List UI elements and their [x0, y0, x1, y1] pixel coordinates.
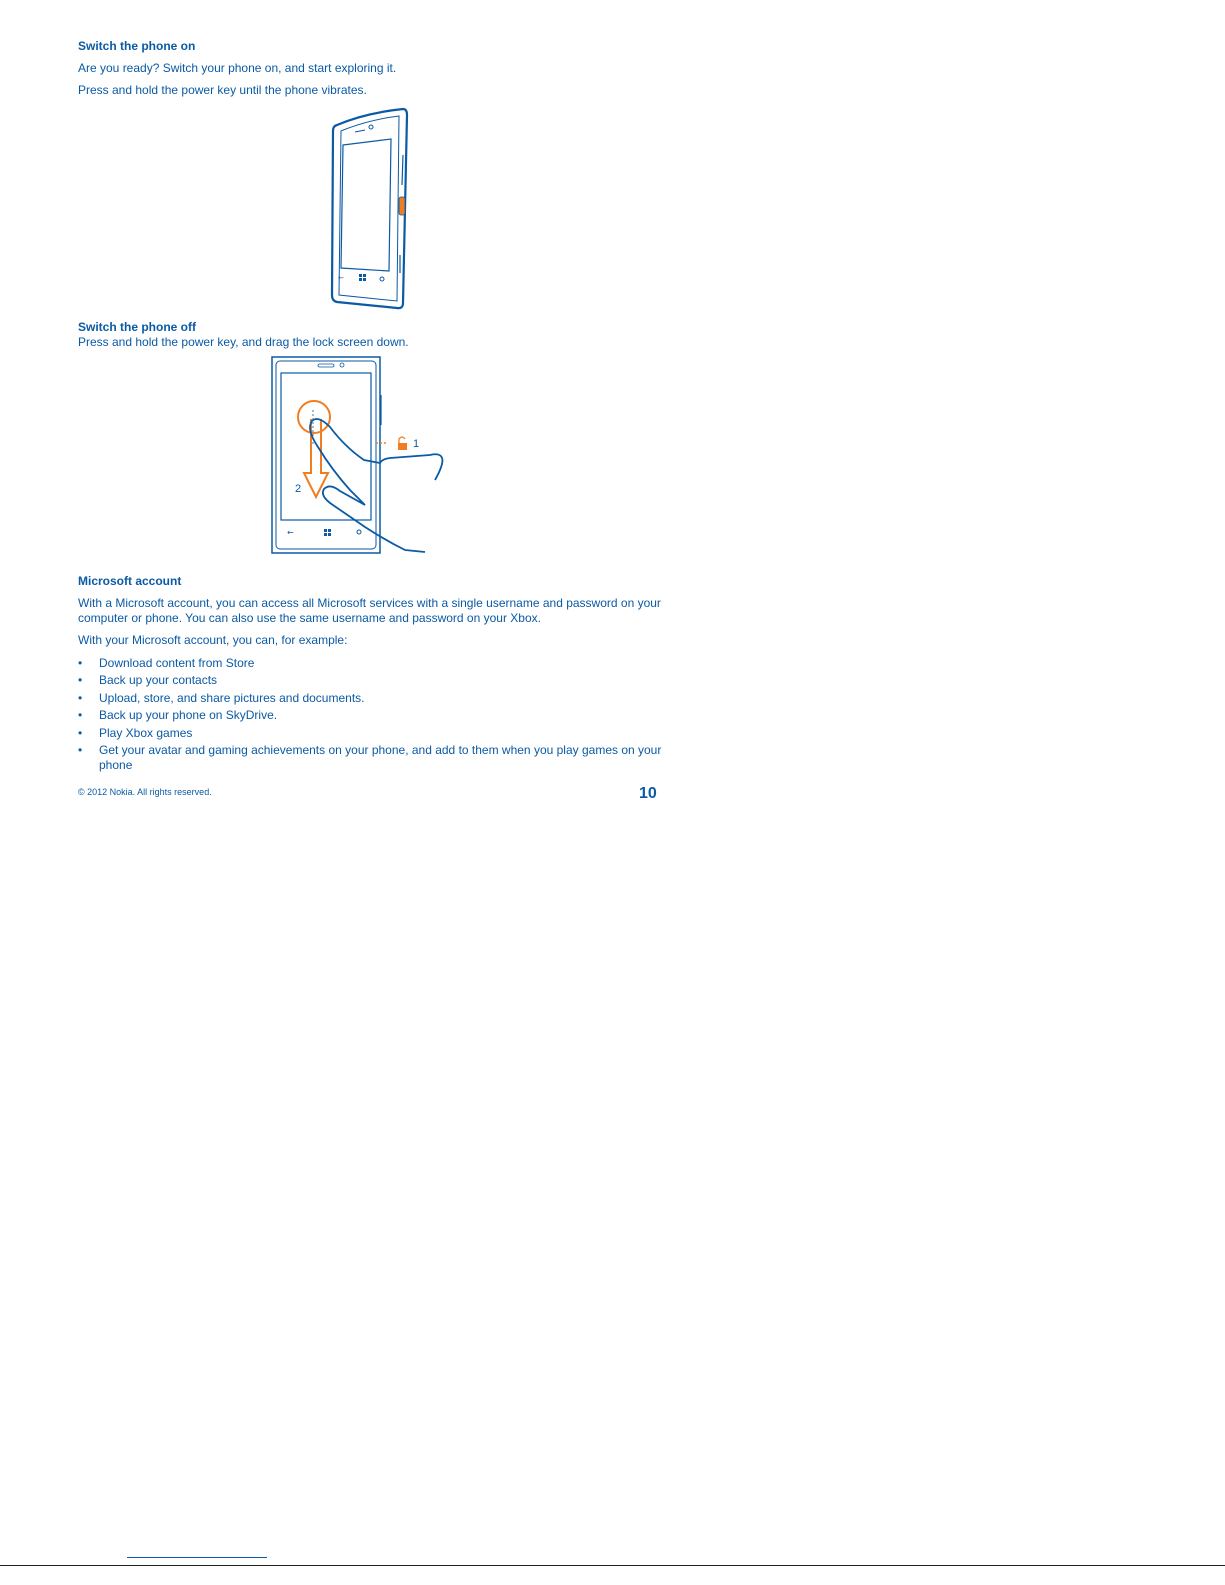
list-item	[78, 743, 668, 773]
bottom-link-underline	[127, 1557, 267, 1558]
bullet-icon: •	[78, 656, 83, 670]
switch-on-instruction: Press and hold the power key until the phone vibrates.	[78, 83, 367, 97]
bottom-divider	[0, 1565, 1225, 1566]
switch-on-intro: Are you ready? Switch your phone on, and start exploring it.	[78, 61, 397, 75]
switch-off-instruction: Press and hold the power key, and drag the lock screen down.	[78, 335, 409, 349]
list-item	[78, 691, 668, 706]
copyright-notice: © 2012 Nokia. All rights reserved.	[78, 787, 212, 797]
bullet-icon: •	[78, 725, 83, 740]
phone-power-on-illustration	[325, 105, 415, 315]
step-label-1: 1	[413, 438, 420, 450]
list-item-text: Back up your phone on SkyDrive.	[99, 708, 278, 723]
microsoft-account-feature-list	[78, 656, 668, 775]
list-item-text: Upload, store, and share pictures and documents.	[99, 690, 365, 705]
svg-text:←: ←	[287, 528, 294, 537]
section-heading-switch-off: Switch the phone off	[78, 320, 196, 334]
bullet-icon: •	[78, 708, 83, 723]
list-item	[78, 656, 668, 671]
bullet-icon: •	[78, 673, 83, 688]
step-label-2: 2	[295, 483, 302, 495]
bullet-icon: •	[78, 690, 83, 705]
bullet-icon: •	[78, 742, 83, 757]
section-heading-microsoft-account: Microsoft account	[78, 574, 182, 588]
list-item	[78, 673, 668, 688]
list-item-text: Back up your contacts	[99, 673, 218, 688]
list-item-text: Download content from Store	[99, 656, 255, 670]
list-item-text: Get your avatar and gaming achievements on your phone, and add to them when you play games on your phone	[99, 742, 662, 772]
list-item	[78, 708, 668, 723]
microsoft-account-examples-intro: With your Microsoft account, you can, for example:	[78, 633, 348, 647]
list-item	[78, 726, 668, 741]
page-number: 10	[639, 785, 657, 802]
phone-power-off-illustration	[270, 355, 460, 555]
microsoft-account-description: With a Microsoft account, you can access all Microsoft services with a single username and password on your computer or phone. You can also use the same username and password on your Xbox.	[78, 596, 661, 625]
list-item-text: Play Xbox games	[99, 725, 193, 740]
svg-text:←: ←	[338, 274, 344, 282]
section-heading-switch-on: Switch the phone on	[78, 39, 196, 53]
